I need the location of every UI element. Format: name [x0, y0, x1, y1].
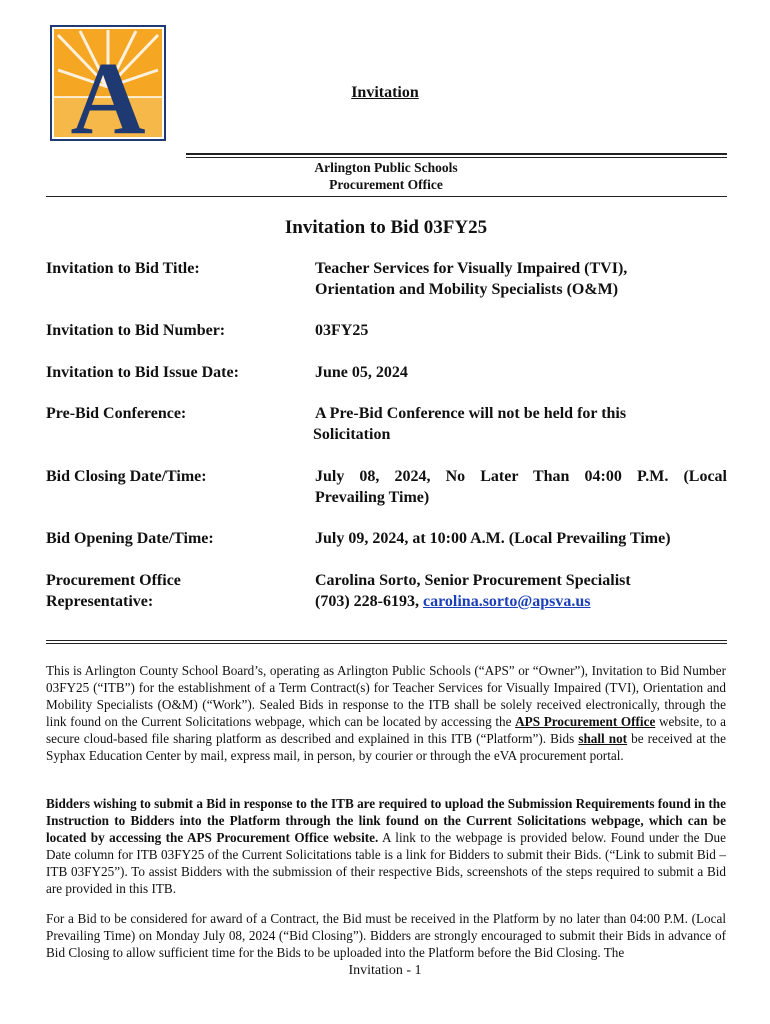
rep-phone: (703) 228-6193,: [315, 593, 423, 610]
issue-date-value: June 05, 2024: [315, 364, 408, 381]
prebid-value-2: Solicitation: [313, 426, 391, 443]
itb-number-value: 03FY25: [315, 322, 369, 339]
logo-letter: A: [70, 41, 146, 141]
intro-text-a: This is Arlington County School Board’s, operating as Arlington Public Schools (“APS” or “Owner”), Invitation to Bid Number 03FY25 (“ITB”) for the establishment of a Term Contract(s) for Teacher Services for Visually Impaired (TVI), Orientation and Mobility Specialists (O&M) (“Work”). Sealed Bids in response to the ITB shall be solely received electronically, through the link found on the Current Solicitations webpage, which can be located by accessing the: [46, 663, 726, 729]
prebid-label: Pre-Bid Conference:: [46, 405, 187, 422]
intro-text-c: be received at the Syphax Education Center by mail, express mail, in person, by courier or through the eVA procurement portal.: [46, 731, 726, 763]
itb-title-value-1: Teacher Services for Visually Impaired (TVI),: [315, 260, 628, 277]
rep-value-1: Carolina Sorto, Senior Procurement Specialist: [315, 572, 631, 589]
section-rule-2: [46, 643, 727, 644]
closing-value-2: Prevailing Time): [315, 489, 430, 506]
itb-heading: Invitation to Bid 03FY25: [284, 217, 488, 238]
itb-number-label: Invitation to Bid Number:: [46, 322, 226, 339]
issue-date-label: Invitation to Bid Issue Date:: [46, 364, 239, 381]
office-name: Procurement Office: [329, 177, 443, 192]
header-rule-top: [186, 153, 727, 155]
opening-label: Bid Opening Date/Time:: [46, 530, 214, 547]
aps-logo: [50, 25, 166, 141]
rep-email-link[interactable]: carolina.sorto@apsva.us: [422, 593, 591, 610]
rep-label-1: Procurement Office: [46, 572, 181, 589]
header-rule-top-thin: [186, 157, 727, 158]
itb-title-label: Invitation to Bid Title:: [46, 260, 200, 277]
page-number: Invitation - 1: [348, 963, 422, 978]
deadline-paragraph: For a Bid to be considered for award of a Contract, the Bid must be received in the Platform by no later than 04:00 P.M. (Local Prevailing Time) on Monday July 08, 2024 (“Bid Closing”). Bidders are strongly encouraged to submit their Bids in advance of Bid Closing to allow sufficient time for the Bids to be uploaded into the Platform before the Bid Closing. The: [46, 911, 726, 960]
aps-procurement-office-link[interactable]: APS Procurement Office: [515, 714, 656, 729]
page-title: Invitation: [351, 84, 419, 101]
rep-value-2: [315, 591, 727, 612]
intro-emphasis: shall not: [578, 731, 628, 746]
closing-label: Bid Closing Date/Time:: [46, 468, 207, 485]
itb-title-value-2: Orientation and Mobility Specialists (O&M): [315, 281, 619, 298]
intro-text-b: website, to a secure cloud-based file sharing platform as described and explained in this ITB (“Platform”). Bids: [46, 714, 726, 746]
submission-bold-text: Bidders wishing to submit a Bid in response to the ITB are required to upload the Submission Requirements found in the Instruction to Bidders into the Platform through the link found on the Current Solicitations webpage, which can be located by accessing the APS Procurement Office website.: [46, 796, 726, 845]
prebid-value-1: A Pre-Bid Conference will not be held for this: [315, 405, 627, 422]
submission-paragraph: [46, 795, 726, 897]
org-name: Arlington Public Schools: [314, 160, 458, 175]
rep-label-2: Representative:: [46, 593, 154, 610]
opening-value: July 09, 2024, at 10:00 A.M. (Local Prevailing Time): [315, 530, 671, 547]
intro-paragraph: [46, 662, 726, 764]
submission-text: A link to the webpage is provided below. Found under the Due Date column for ITB 03FY25 of the Current Solicitations table is a link for Bidders to submit their Bids. (“Link to submit Bid – ITB 03FY25”). To assist Bidders with the submission of their respective Bids, screenshots of the steps required to submit a Bid are provided in this ITB.: [46, 830, 726, 896]
header-rule-bottom: [46, 196, 727, 197]
closing-value-1: July 08, 2024, No Later Than 04:00 P.M. (Local: [315, 468, 727, 485]
section-rule-1: [46, 640, 727, 641]
